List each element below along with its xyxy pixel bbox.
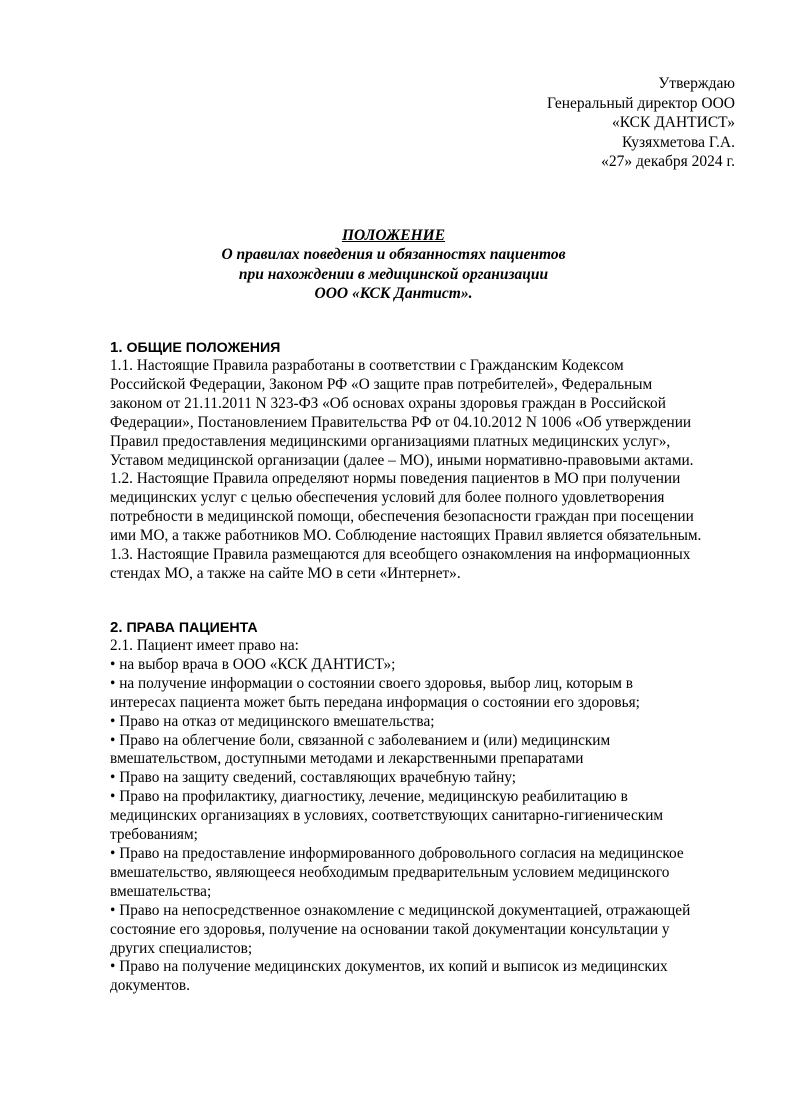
list-item-line: • Право на облегчение боли, связанной с заболеванием и (или) медицинским [110,732,750,751]
list-item [110,788,750,845]
list-item-line: • Право на защиту сведений, составляющих врачебную тайну; [110,769,750,788]
section-patient-rights [110,619,750,996]
section-title: ОБЩИЕ ПОЛОЖЕНИЯ [126,340,281,356]
list-item-line: • Право на непосредственное ознакомление с медицинской документацией, отражающей [110,902,750,921]
text-line: стендах МО, а также на сайте МО в сети «Интернет». [110,564,461,582]
section-heading [110,619,750,637]
text-line: законом от 21.11.2011 N 323-ФЗ «Об основах охраны здоровья граждан в Российской [110,394,666,412]
list-item [110,713,750,732]
list-item [110,769,750,788]
title-subline: при нахождении в медицинской организации [238,265,549,283]
list-item [110,732,750,770]
list-item-line: документов. [110,977,190,995]
approval-line: «КСК ДАНТИСТ» [611,114,735,132]
text-line: потребности в медицинской помощи, обеспечения безопасности граждан при посещении [110,508,694,526]
title-subline: О правилах поведения и обязанностях пациентов [221,246,566,264]
section-title: ПРАВА ПАЦИЕНТА [126,620,258,636]
list-item-line: требованиям; [110,826,198,844]
title-subline: ООО «КСК Дантист». [314,285,473,303]
list-item-line: • Право на предоставление информированного добровольного согласия на медицинское [110,845,750,864]
section-general [110,339,750,584]
text-line: 1.1. Настоящие Правила разработаны в соответствии с Гражданским Кодексом [110,357,624,374]
title-main: ПОЛОЖЕНИЕ [341,227,446,244]
list-item [110,656,750,675]
list-item-line: • на получение информации о состоянии своего здоровья, выбор лиц, которым в [110,675,750,694]
text-line: 1.3. Настоящие Правила размещаются для всеобщего ознакомления на информационных [110,546,691,564]
list-item-line: • Право на отказ от медицинского вмешательства; [110,713,750,732]
approval-date: «27» декабря 2024 г. [601,153,735,171]
list-item-line: • Право на получение медицинских документов, их копий и выписок из медицинских [110,958,750,977]
list-item-line: вмешательства; [110,882,212,900]
list-item [110,845,750,902]
section-body [110,637,750,996]
list-item-line: • на выбор врача в ООО «КСК ДАНТИСТ»; [110,656,750,675]
list-item-line: • Право на профилактику, диагностику, лечение, медицинскую реабилитацию в [110,788,750,807]
list-item-line: состояние его здоровья, получение на основании такой документации консультации у [110,920,670,938]
list-item-line: вмешательством, доступными методами и лекарственными препаратами [110,750,584,768]
text-line: 1.2. Настоящие Правила определяют нормы поведения пациентов в МО при получении [110,470,681,488]
section-number: 1. [110,339,123,356]
text-line: медицинских услуг с целью обеспечения условий для более полного удовлетворения [110,489,665,507]
list-item-line: медицинских организациях в условиях, соответствующих санитарно-гигиеническим [110,807,664,825]
text-line: 2.1. Пациент имеет право на: [110,637,299,654]
approval-block [547,74,735,172]
list-item-line: вмешательство, являющееся необходимым предварительным условием медицинского [110,863,670,881]
text-line: Уставом медицинской организации (далее – МО), иными нормативно-правовыми актами. [110,451,694,469]
list-item-line: других специалистов; [110,939,253,957]
list-item-line: интересах пациента может быть передана информация о состоянии его здоровья; [110,693,640,711]
text-line: Федерации», Постановлением Правительства РФ от 04.10.2012 N 1006 «Об утверждении [110,413,692,431]
approval-line: Утверждаю [658,75,735,92]
list-item [110,675,750,713]
text-line: Правил предоставления медицинскими организациями платных медицинских услуг», [110,432,671,450]
text-line: Российской Федерации, Законом РФ «О защите прав потребителей», Федеральным [110,375,653,393]
list-item [110,902,750,959]
text-line: ими МО, а также работников МО. Соблюдение настоящих Правил является обязательным. [110,527,702,545]
section-body [110,357,750,584]
section-heading [110,339,750,357]
approval-line: Генеральный директор ООО [547,94,735,112]
list-item [110,958,750,996]
document-title [0,226,787,304]
section-number: 2. [110,619,123,636]
approval-line: Кузяхметова Г.А. [622,133,735,151]
